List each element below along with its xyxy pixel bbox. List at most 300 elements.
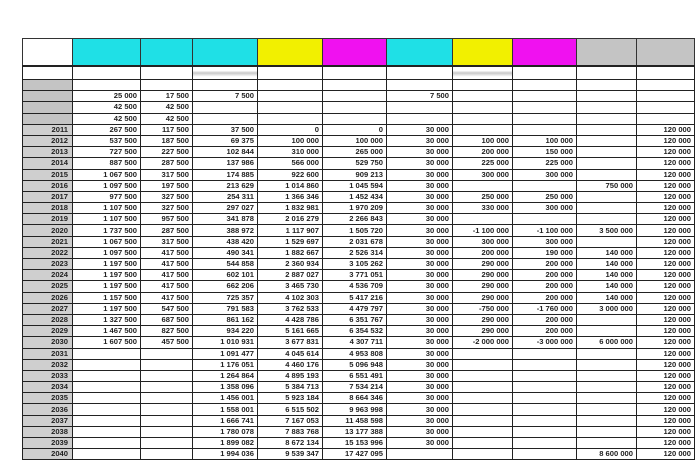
cell[interactable]: -1 760 000: [513, 303, 577, 314]
row-label[interactable]: 2039: [23, 438, 73, 449]
cell[interactable]: 120 000: [637, 337, 695, 348]
cell[interactable]: 330 000: [453, 203, 513, 214]
cell[interactable]: [73, 348, 141, 359]
cell[interactable]: 827 500: [141, 326, 193, 337]
cell[interactable]: 290 000: [453, 281, 513, 292]
cell[interactable]: [73, 393, 141, 404]
cell[interactable]: 287 500: [141, 158, 193, 169]
cell[interactable]: 200 000: [513, 314, 577, 325]
cell[interactable]: 30 000: [387, 169, 453, 180]
cell[interactable]: -3 000 000: [513, 337, 577, 348]
cell[interactable]: [513, 426, 577, 437]
row-label[interactable]: 2026: [23, 292, 73, 303]
cell[interactable]: 1 366 346: [258, 191, 323, 202]
cell[interactable]: [577, 135, 637, 146]
cell[interactable]: [577, 404, 637, 415]
cell[interactable]: [577, 203, 637, 214]
cell[interactable]: 317 500: [141, 236, 193, 247]
cell[interactable]: 120 000: [637, 214, 695, 225]
cell[interactable]: [141, 426, 193, 437]
cell[interactable]: 7 534 214: [323, 382, 387, 393]
cell[interactable]: 30 000: [387, 158, 453, 169]
cell[interactable]: 2 887 027: [258, 270, 323, 281]
cell[interactable]: 30 000: [387, 225, 453, 236]
cell[interactable]: [577, 393, 637, 404]
cell[interactable]: [453, 91, 513, 102]
cell[interactable]: [513, 382, 577, 393]
cell[interactable]: [141, 80, 193, 91]
cell[interactable]: 8 600 000: [577, 449, 637, 460]
row-label[interactable]: 2018: [23, 203, 73, 214]
cell[interactable]: 225 000: [513, 158, 577, 169]
cell[interactable]: 1 014 860: [258, 180, 323, 191]
cell[interactable]: 0: [323, 124, 387, 135]
cell[interactable]: 297 027: [193, 203, 258, 214]
cell[interactable]: 187 500: [141, 135, 193, 146]
cell[interactable]: 300 000: [513, 236, 577, 247]
cell[interactable]: 37 500: [193, 124, 258, 135]
cell[interactable]: 227 500: [141, 147, 193, 158]
cell[interactable]: 267 500: [73, 124, 141, 135]
cell[interactable]: 4 479 797: [323, 303, 387, 314]
cell[interactable]: 2 266 843: [323, 214, 387, 225]
cell[interactable]: 30 000: [387, 393, 453, 404]
row-label[interactable]: 2015: [23, 169, 73, 180]
cell[interactable]: 290 000: [453, 270, 513, 281]
header-cell-7[interactable]: [453, 39, 513, 67]
cell[interactable]: 100 000: [258, 135, 323, 146]
cell[interactable]: 42 500: [73, 102, 141, 113]
cell[interactable]: 5 923 184: [258, 393, 323, 404]
cell[interactable]: [513, 113, 577, 124]
cell[interactable]: [141, 404, 193, 415]
cell[interactable]: 120 000: [637, 303, 695, 314]
cell[interactable]: 120 000: [637, 426, 695, 437]
cell[interactable]: 6 354 532: [323, 326, 387, 337]
row-label[interactable]: 2016: [23, 180, 73, 191]
cell[interactable]: [141, 449, 193, 460]
cell[interactable]: [73, 80, 141, 91]
cell[interactable]: [73, 404, 141, 415]
cell[interactable]: [73, 382, 141, 393]
cell[interactable]: 909 213: [323, 169, 387, 180]
cell[interactable]: 120 000: [637, 281, 695, 292]
cell[interactable]: 1 197 500: [73, 270, 141, 281]
cell[interactable]: 120 000: [637, 438, 695, 449]
cell[interactable]: [258, 102, 323, 113]
cell[interactable]: 8 664 346: [323, 393, 387, 404]
cell[interactable]: [513, 449, 577, 460]
row-label[interactable]: 2014: [23, 158, 73, 169]
cell[interactable]: 3 465 730: [258, 281, 323, 292]
cell[interactable]: 438 420: [193, 236, 258, 247]
cell[interactable]: 5 161 665: [258, 326, 323, 337]
cell[interactable]: [141, 393, 193, 404]
row-label[interactable]: 2029: [23, 326, 73, 337]
cell[interactable]: 1 467 500: [73, 326, 141, 337]
cell[interactable]: [193, 102, 258, 113]
cell[interactable]: [323, 102, 387, 113]
cell[interactable]: 6 515 502: [258, 404, 323, 415]
cell[interactable]: 5 417 216: [323, 292, 387, 303]
header-cell-4[interactable]: [258, 39, 323, 67]
cell[interactable]: 7 883 768: [258, 426, 323, 437]
cell[interactable]: 1 832 981: [258, 203, 323, 214]
cell[interactable]: [141, 359, 193, 370]
cell[interactable]: [513, 91, 577, 102]
cell[interactable]: [141, 438, 193, 449]
cell[interactable]: 4 102 303: [258, 292, 323, 303]
row-label[interactable]: 2035: [23, 393, 73, 404]
cell[interactable]: 7 500: [193, 91, 258, 102]
cell[interactable]: [577, 158, 637, 169]
cell[interactable]: 1 107 500: [73, 203, 141, 214]
cell[interactable]: 120 000: [637, 382, 695, 393]
cell[interactable]: [577, 314, 637, 325]
cell[interactable]: 13 177 388: [323, 426, 387, 437]
cell[interactable]: 4 460 176: [258, 359, 323, 370]
cell[interactable]: [73, 370, 141, 381]
cell[interactable]: 30 000: [387, 426, 453, 437]
cell[interactable]: 1 264 864: [193, 370, 258, 381]
cell[interactable]: 1 327 500: [73, 314, 141, 325]
cell[interactable]: 662 206: [193, 281, 258, 292]
cell[interactable]: 300 000: [453, 169, 513, 180]
cell[interactable]: 4 428 786: [258, 314, 323, 325]
cell[interactable]: 1 157 500: [73, 292, 141, 303]
cell[interactable]: 1 197 500: [73, 259, 141, 270]
cell[interactable]: [577, 147, 637, 158]
cell[interactable]: 7 167 053: [258, 415, 323, 426]
cell[interactable]: 547 500: [141, 303, 193, 314]
cell[interactable]: 417 500: [141, 259, 193, 270]
cell[interactable]: 537 500: [73, 135, 141, 146]
row-label[interactable]: 2037: [23, 415, 73, 426]
header-cell-2[interactable]: [141, 39, 193, 67]
cell[interactable]: -750 000: [453, 303, 513, 314]
cell[interactable]: 1 882 667: [258, 247, 323, 258]
cell[interactable]: 544 858: [193, 259, 258, 270]
cell[interactable]: -1 100 000: [453, 225, 513, 236]
cell[interactable]: [258, 80, 323, 91]
row-label[interactable]: 2025: [23, 281, 73, 292]
cell[interactable]: 102 844: [193, 147, 258, 158]
cell[interactable]: 1 097 500: [73, 247, 141, 258]
cell[interactable]: [453, 415, 513, 426]
cell[interactable]: [637, 91, 695, 102]
cell[interactable]: 1 197 500: [73, 281, 141, 292]
cell[interactable]: 225 000: [453, 158, 513, 169]
cell[interactable]: 140 000: [577, 292, 637, 303]
cell[interactable]: [453, 102, 513, 113]
cell[interactable]: 4 307 711: [323, 337, 387, 348]
cell[interactable]: 30 000: [387, 147, 453, 158]
cell[interactable]: 3 771 051: [323, 270, 387, 281]
cell[interactable]: [513, 102, 577, 113]
cell[interactable]: 200 000: [453, 247, 513, 258]
cell[interactable]: [577, 169, 637, 180]
cell[interactable]: 42 500: [141, 102, 193, 113]
cell[interactable]: 1 780 078: [193, 426, 258, 437]
cell[interactable]: [73, 449, 141, 460]
cell[interactable]: 30 000: [387, 382, 453, 393]
row-label[interactable]: 2028: [23, 314, 73, 325]
row-label[interactable]: 2021: [23, 236, 73, 247]
cell[interactable]: 1 010 931: [193, 337, 258, 348]
cell[interactable]: 200 000: [513, 292, 577, 303]
subheader-cell-6[interactable]: [387, 66, 453, 80]
cell[interactable]: [453, 214, 513, 225]
cell[interactable]: 5 096 948: [323, 359, 387, 370]
cell[interactable]: [577, 370, 637, 381]
cell[interactable]: [577, 382, 637, 393]
cell[interactable]: 30 000: [387, 337, 453, 348]
cell[interactable]: 30 000: [387, 180, 453, 191]
cell[interactable]: [577, 191, 637, 202]
cell[interactable]: 200 000: [513, 270, 577, 281]
cell[interactable]: [141, 415, 193, 426]
cell[interactable]: 3 000 000: [577, 303, 637, 314]
cell[interactable]: 529 750: [323, 158, 387, 169]
row-label[interactable]: 2019: [23, 214, 73, 225]
cell[interactable]: 6 351 767: [323, 314, 387, 325]
cell[interactable]: 1 107 500: [73, 214, 141, 225]
cell[interactable]: 3 105 262: [323, 259, 387, 270]
cell[interactable]: 861 162: [193, 314, 258, 325]
cell[interactable]: 30 000: [387, 438, 453, 449]
cell[interactable]: 30 000: [387, 236, 453, 247]
cell[interactable]: 977 500: [73, 191, 141, 202]
cell[interactable]: 566 000: [258, 158, 323, 169]
cell[interactable]: 15 153 996: [323, 438, 387, 449]
cell[interactable]: [141, 382, 193, 393]
cell[interactable]: [453, 438, 513, 449]
cell[interactable]: [453, 180, 513, 191]
row-label[interactable]: 2024: [23, 270, 73, 281]
cell[interactable]: [577, 236, 637, 247]
cell[interactable]: 4 895 193: [258, 370, 323, 381]
cell[interactable]: 2 031 678: [323, 236, 387, 247]
cell[interactable]: 290 000: [453, 314, 513, 325]
cell[interactable]: 30 000: [387, 314, 453, 325]
subheader-cell-9[interactable]: [577, 66, 637, 80]
cell[interactable]: 1 117 907: [258, 225, 323, 236]
cell[interactable]: 1 456 001: [193, 393, 258, 404]
cell[interactable]: 120 000: [637, 359, 695, 370]
subheader-cell-10[interactable]: [637, 66, 695, 80]
cell[interactable]: 120 000: [637, 203, 695, 214]
cell[interactable]: 30 000: [387, 404, 453, 415]
cell[interactable]: 120 000: [637, 147, 695, 158]
cell[interactable]: 1 899 082: [193, 438, 258, 449]
cell[interactable]: 120 000: [637, 247, 695, 258]
cell[interactable]: 1 737 500: [73, 225, 141, 236]
cell[interactable]: [323, 113, 387, 124]
cell[interactable]: 9 539 347: [258, 449, 323, 460]
cell[interactable]: -1 100 000: [513, 225, 577, 236]
cell[interactable]: 6 000 000: [577, 337, 637, 348]
cell[interactable]: 417 500: [141, 270, 193, 281]
cell[interactable]: 120 000: [637, 158, 695, 169]
cell[interactable]: [141, 370, 193, 381]
cell[interactable]: [258, 113, 323, 124]
cell[interactable]: [577, 426, 637, 437]
cell[interactable]: 287 500: [141, 225, 193, 236]
cell[interactable]: 120 000: [637, 326, 695, 337]
cell[interactable]: [577, 80, 637, 91]
cell[interactable]: [387, 449, 453, 460]
cell[interactable]: 417 500: [141, 281, 193, 292]
cell[interactable]: 1 067 500: [73, 169, 141, 180]
cell[interactable]: 1 197 500: [73, 303, 141, 314]
cell[interactable]: 1 529 697: [258, 236, 323, 247]
cell[interactable]: [73, 426, 141, 437]
row-label[interactable]: [23, 102, 73, 113]
row-label[interactable]: 2032: [23, 359, 73, 370]
cell[interactable]: 200 000: [453, 147, 513, 158]
cell[interactable]: 42 500: [141, 113, 193, 124]
header-cell-6[interactable]: [387, 39, 453, 67]
row-label[interactable]: 2022: [23, 247, 73, 258]
cell[interactable]: [513, 124, 577, 135]
cell[interactable]: [513, 393, 577, 404]
cell[interactable]: [323, 80, 387, 91]
cell[interactable]: [513, 404, 577, 415]
row-label[interactable]: 2017: [23, 191, 73, 202]
cell[interactable]: 1 091 477: [193, 348, 258, 359]
cell[interactable]: [453, 348, 513, 359]
cell[interactable]: [513, 438, 577, 449]
cell[interactable]: [577, 113, 637, 124]
cell[interactable]: [453, 113, 513, 124]
subheader-cell-0[interactable]: [23, 66, 73, 80]
cell[interactable]: [23, 80, 73, 91]
cell[interactable]: 327 500: [141, 203, 193, 214]
cell[interactable]: [73, 359, 141, 370]
cell[interactable]: 30 000: [387, 259, 453, 270]
cell[interactable]: -2 000 000: [453, 337, 513, 348]
cell[interactable]: [453, 449, 513, 460]
cell[interactable]: 750 000: [577, 180, 637, 191]
cell[interactable]: 120 000: [637, 292, 695, 303]
cell[interactable]: 120 000: [637, 415, 695, 426]
cell[interactable]: [577, 214, 637, 225]
subheader-cell-4[interactable]: [258, 66, 323, 80]
subheader-cell-1[interactable]: [73, 66, 141, 80]
header-cell-10[interactable]: [637, 39, 695, 67]
cell[interactable]: 30 000: [387, 191, 453, 202]
cell[interactable]: [513, 80, 577, 91]
cell[interactable]: [577, 438, 637, 449]
subheader-cell-5[interactable]: [323, 66, 387, 80]
cell[interactable]: 3 500 000: [577, 225, 637, 236]
cell[interactable]: 4 536 709: [323, 281, 387, 292]
cell[interactable]: 1 045 594: [323, 180, 387, 191]
header-cell-8[interactable]: [513, 39, 577, 67]
row-label[interactable]: 2031: [23, 348, 73, 359]
cell[interactable]: 602 101: [193, 270, 258, 281]
row-label[interactable]: 2038: [23, 426, 73, 437]
cell[interactable]: [577, 124, 637, 135]
cell[interactable]: [577, 348, 637, 359]
cell[interactable]: 120 000: [637, 180, 695, 191]
cell[interactable]: 42 500: [73, 113, 141, 124]
cell[interactable]: [453, 426, 513, 437]
cell[interactable]: [513, 180, 577, 191]
cell[interactable]: 300 000: [453, 236, 513, 247]
cell[interactable]: 174 885: [193, 169, 258, 180]
cell[interactable]: 1 176 051: [193, 359, 258, 370]
cell[interactable]: 140 000: [577, 247, 637, 258]
cell[interactable]: 1 452 434: [323, 191, 387, 202]
cell[interactable]: 140 000: [577, 270, 637, 281]
cell[interactable]: [387, 113, 453, 124]
cell[interactable]: 120 000: [637, 169, 695, 180]
cell[interactable]: 30 000: [387, 203, 453, 214]
subheader-cell-8[interactable]: [513, 66, 577, 80]
cell[interactable]: 310 000: [258, 147, 323, 158]
cell[interactable]: 1 970 209: [323, 203, 387, 214]
row-label[interactable]: 2034: [23, 382, 73, 393]
cell[interactable]: 30 000: [387, 270, 453, 281]
cell[interactable]: 300 000: [513, 169, 577, 180]
cell[interactable]: [577, 326, 637, 337]
cell[interactable]: 8 672 134: [258, 438, 323, 449]
cell[interactable]: [453, 382, 513, 393]
cell[interactable]: 290 000: [453, 292, 513, 303]
cell[interactable]: 200 000: [513, 326, 577, 337]
cell[interactable]: 200 000: [513, 281, 577, 292]
cell[interactable]: 140 000: [577, 259, 637, 270]
cell[interactable]: 120 000: [637, 348, 695, 359]
row-label[interactable]: 2020: [23, 225, 73, 236]
cell[interactable]: 957 500: [141, 214, 193, 225]
cell[interactable]: 290 000: [453, 259, 513, 270]
cell[interactable]: 490 341: [193, 247, 258, 258]
cell[interactable]: [73, 438, 141, 449]
cell[interactable]: [453, 404, 513, 415]
row-label[interactable]: 2023: [23, 259, 73, 270]
cell[interactable]: 6 551 491: [323, 370, 387, 381]
cell[interactable]: 5 384 713: [258, 382, 323, 393]
cell[interactable]: 120 000: [637, 135, 695, 146]
cell[interactable]: 2 360 934: [258, 259, 323, 270]
cell[interactable]: 140 000: [577, 281, 637, 292]
cell[interactable]: 265 000: [323, 147, 387, 158]
cell[interactable]: 200 000: [513, 259, 577, 270]
cell[interactable]: [637, 80, 695, 91]
cell[interactable]: 120 000: [637, 236, 695, 247]
cell[interactable]: 100 000: [513, 135, 577, 146]
cell[interactable]: 2 016 279: [258, 214, 323, 225]
cell[interactable]: 725 357: [193, 292, 258, 303]
cell[interactable]: 457 500: [141, 337, 193, 348]
cell[interactable]: [513, 214, 577, 225]
cell[interactable]: 341 878: [193, 214, 258, 225]
cell[interactable]: 17 427 095: [323, 449, 387, 460]
cell[interactable]: 150 000: [513, 147, 577, 158]
cell[interactable]: 100 000: [453, 135, 513, 146]
cell[interactable]: 1 607 500: [73, 337, 141, 348]
cell[interactable]: [453, 370, 513, 381]
cell[interactable]: 887 500: [73, 158, 141, 169]
cell[interactable]: 250 000: [453, 191, 513, 202]
header-cell-3[interactable]: [193, 39, 258, 67]
cell[interactable]: 1 067 500: [73, 236, 141, 247]
cell[interactable]: [513, 370, 577, 381]
cell[interactable]: 30 000: [387, 281, 453, 292]
cell[interactable]: 2 526 314: [323, 247, 387, 258]
